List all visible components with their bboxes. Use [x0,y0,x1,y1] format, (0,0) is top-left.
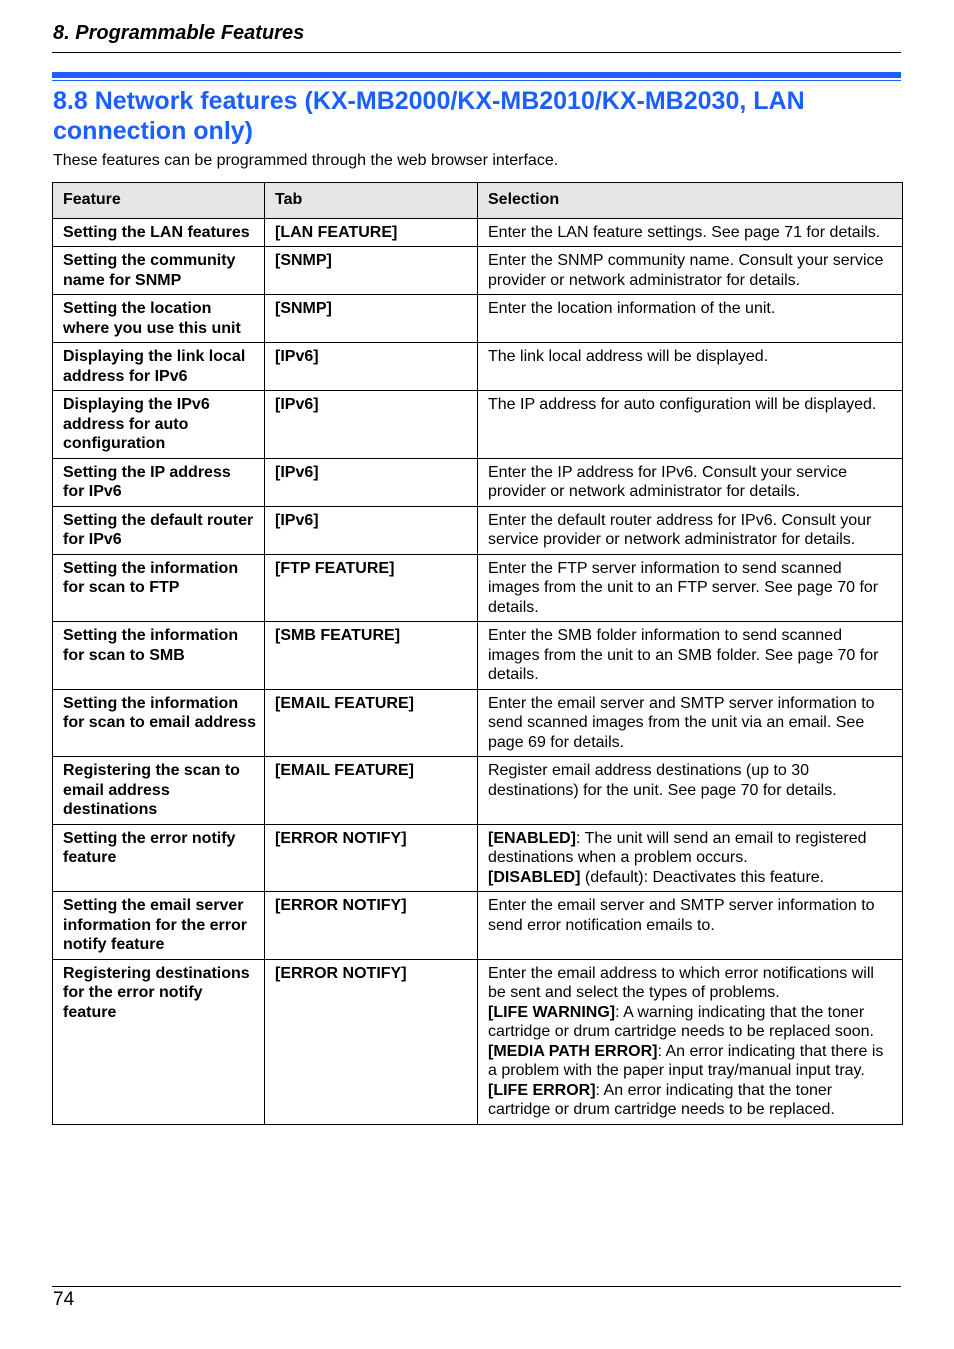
selection-cell [478,295,903,343]
feature-cell: Setting the location where you use this unit [53,295,265,343]
chapter-heading: 8. Programmable Features [53,22,305,44]
tab-cell: [SNMP] [265,295,478,343]
option-label: [LIFE ERROR] [488,1081,596,1099]
selection-text: (default): Deactivates this feature. [580,868,825,886]
table-row [53,689,903,757]
tab-cell: [EMAIL FEATURE] [265,689,478,757]
selection-cell [478,458,903,506]
selection-cell [478,554,903,622]
selection-line [488,395,894,415]
table-row [53,824,903,892]
selection-cell [478,343,903,391]
selection-text: : A warning indicating that the toner cartridge or drum cartridge needs to be replaced soon. [488,1003,874,1040]
tab-cell: [IPv6] [265,458,478,506]
selection-cell [478,247,903,295]
selection-line [488,1003,894,1042]
selection-cell [478,892,903,960]
selection-text: : An error indicating that there is a problem with the paper input tray/manual input tray. [488,1042,884,1079]
selection-line [488,829,894,868]
selection-text: The link local address will be displayed. [488,348,769,365]
selection-cell [478,506,903,554]
option-label: [LIFE WARNING] [488,1003,616,1021]
selection-cell [478,622,903,690]
selection-cell [478,959,903,1124]
section-title: 8.8 Network features (KX-MB2000/KX-MB2010/KX-MB2030, LAN connection only) [53,87,805,145]
selection-line [488,347,894,367]
selection-text: Enter the IP address for IPv6. Consult your service provider or network administrator for details. [488,463,847,500]
tab-cell: [IPv6] [265,506,478,554]
feature-cell: Setting the IP address for IPv6 [53,458,265,506]
selection-text: Enter the SNMP community name. Consult your service provider or network administrator for details. [488,252,884,289]
selection-line [488,868,894,888]
selection-cell [478,689,903,757]
column-header-tab: Tab [265,183,478,219]
feature-cell: Setting the LAN features [53,218,265,247]
column-header-feature: Feature [53,183,265,219]
table-header-row [53,183,903,219]
feature-cell: Setting the information for scan to FTP [53,554,265,622]
section-accent-line [52,80,901,81]
selection-line [488,299,894,319]
table-row [53,458,903,506]
selection-line [488,896,894,935]
selection-line [488,761,894,800]
selection-line [488,251,894,290]
selection-text: Enter the email address to which error notifications will be sent and select the types of problems. [488,964,874,1001]
selection-cell [478,391,903,459]
feature-cell: Setting the information for scan to SMB [53,622,265,690]
selection-line [488,964,894,1003]
section-intro: These features can be programmed through the web browser interface. [53,152,559,169]
tab-cell: [ERROR NOTIFY] [265,959,478,1124]
tab-cell: [SNMP] [265,247,478,295]
selection-line [488,511,894,550]
feature-cell: Registering the scan to email address destinations [53,757,265,825]
selection-text: Enter the default router address for IPv6. Consult your service provider or network administrator for details. [488,511,872,548]
selection-text: Register email address destinations (up to 30 destinations) for the unit. See page 70 for details. [488,762,837,799]
tab-cell: [IPv6] [265,343,478,391]
selection-cell [478,757,903,825]
option-label: [MEDIA PATH ERROR] [488,1042,658,1060]
section-accent-bar [52,72,901,78]
table-row [53,959,903,1124]
feature-cell: Setting the error notify feature [53,824,265,892]
tab-cell: [LAN FEATURE] [265,218,478,247]
tab-cell: [IPv6] [265,391,478,459]
selection-line [488,559,894,618]
table-row [53,554,903,622]
feature-cell: Setting the default router for IPv6 [53,506,265,554]
feature-cell: Setting the community name for SNMP [53,247,265,295]
tab-cell: [ERROR NOTIFY] [265,824,478,892]
feature-cell: Setting the information for scan to email address [53,689,265,757]
selection-text: The IP address for auto configuration will be displayed. [488,396,877,413]
option-label: [DISABLED] [488,868,581,886]
selection-line [488,1081,894,1120]
tab-cell: [FTP FEATURE] [265,554,478,622]
selection-text: Enter the SMB folder information to send scanned images from the unit to an SMB folder. See page 70 for details. [488,627,879,683]
option-label: [ENABLED] [488,829,576,847]
selection-line [488,694,894,753]
table-row [53,247,903,295]
selection-cell [478,824,903,892]
tab-cell: [EMAIL FEATURE] [265,757,478,825]
table-row [53,506,903,554]
feature-cell: Displaying the link local address for IPv6 [53,343,265,391]
table-row [53,757,903,825]
tab-cell: [SMB FEATURE] [265,622,478,690]
header-divider [52,52,901,53]
selection-line [488,1042,894,1081]
footer-divider [52,1286,901,1287]
page-number: 74 [53,1289,75,1310]
selection-text: Enter the FTP server information to send scanned images from the unit to an FTP server. See page 70 for details. [488,559,879,616]
feature-cell: Setting the email server information for the error notify feature [53,892,265,960]
table-row [53,218,903,247]
selection-text: : An error indicating that the toner cartridge or drum cartridge needs to be replaced. [488,1081,835,1118]
selection-cell [478,218,903,247]
selection-text: : The unit will send an email to registered destinations when a problem occurs. [488,829,867,866]
feature-cell: Registering destinations for the error notify feature [53,959,265,1124]
table-row [53,295,903,343]
table-row [53,892,903,960]
table-row [53,622,903,690]
table-row [53,391,903,459]
selection-line [488,223,894,243]
selection-text: Enter the LAN feature settings. See page 71 for details. [488,223,881,241]
selection-line [488,626,894,685]
selection-text: Enter the email server and SMTP server information to send error notification emails to. [488,897,875,934]
selection-text: Enter the location information of the unit. [488,300,776,317]
tab-cell: [ERROR NOTIFY] [265,892,478,960]
features-table [52,182,903,1125]
selection-line [488,463,894,502]
column-header-selection: Selection [478,183,903,219]
table-row [53,343,903,391]
feature-cell: Displaying the IPv6 address for auto configuration [53,391,265,459]
selection-text: Enter the email server and SMTP server information to send scanned images from the unit via an email. See page 69 for details. [488,694,875,751]
